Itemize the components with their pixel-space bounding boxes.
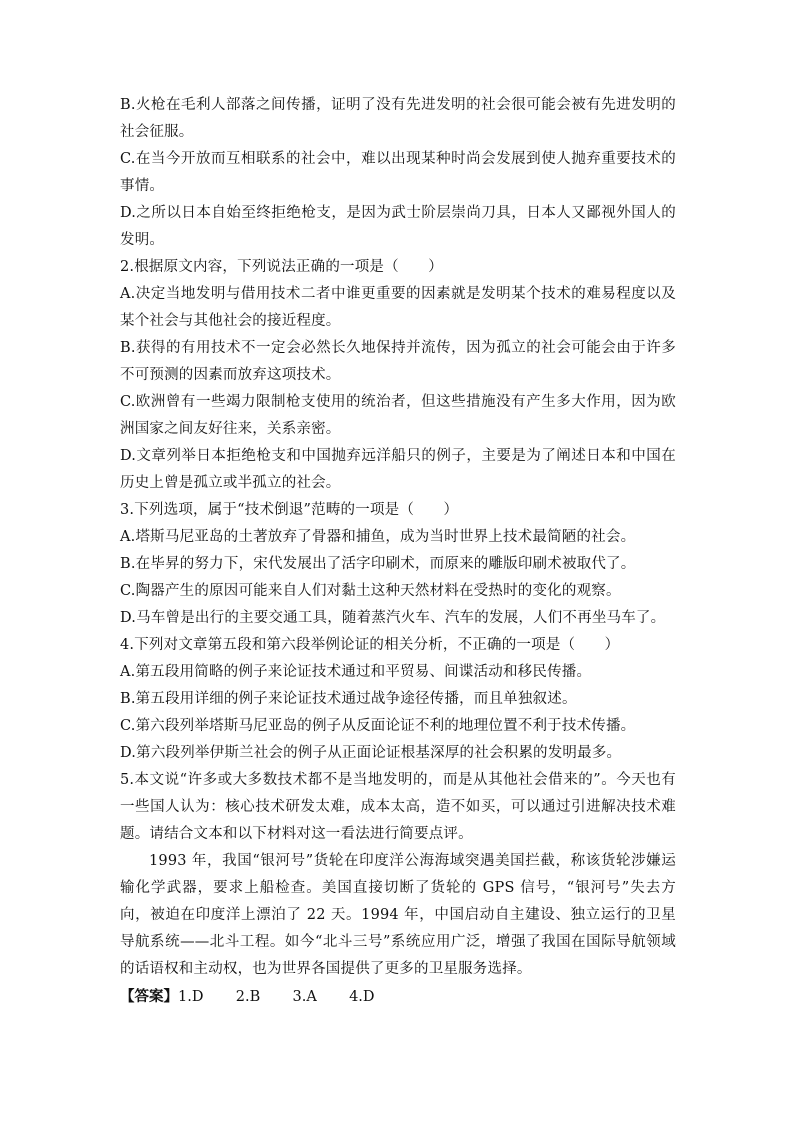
answer-label: 【答案】 (120, 988, 178, 1005)
answer-item-4: 4.D (349, 989, 375, 1005)
answer-item-1: 1.D (178, 989, 204, 1005)
option-3c: C.陶器产生的原因可能来自人们对黏土这种天然材料在受热时的变化的观察。 (120, 583, 621, 599)
question-4: 4.下列对文章第五段和第六段举例论证的相关分析，不正确的一项是（ ） (120, 637, 620, 653)
option-1d: D.之所以日本自始至终拒绝枪支，是因为武士阶层崇尚刀具，日本人又鄙视外国人的发明。 (120, 205, 676, 248)
answer-item-2: 2.B (235, 989, 261, 1005)
answer-line (120, 983, 676, 1011)
option-2a: A.决定当地发明与借用技术二者中谁更重要的因素就是发明某个技术的难易程度以及某个社会与其他社会的接近程度。 (120, 286, 676, 329)
option-3b: B.在毕昇的努力下，宋代发展出了活字印刷术，而原来的雕版印刷术被取代了。 (120, 556, 636, 572)
option-1c: C.在当今开放而互相联系的社会中，难以出现某种时尚会发展到使人抛弃重要技术的事情。 (120, 151, 676, 194)
question-2: 2.根据原文内容，下列说法正确的一项是（ ） (120, 259, 443, 275)
option-4d: D.第六段列举伊斯兰社会的例子从正面论证根基深厚的社会积累的发明最多。 (120, 745, 622, 761)
option-3a: A.塔斯马尼亚岛的土著放弃了骨器和捕鱼，成为当时世界上技术最简陋的社会。 (120, 529, 636, 545)
option-1b: B.火枪在毛利人部落之间传播，证明了没有先进发明的社会很可能会被有先进发明的社会征服。 (120, 97, 676, 140)
option-3d: D.马车曾是出行的主要交通工具，随着蒸汽火车、汽车的发展，人们不再坐马车了。 (120, 610, 666, 626)
question-5: 5.本文说“许多或大多数技术都不是当地发明的，而是从其他社会借来的”。今天也有一些国人认为：核心技术研发太难，成本太高，造不如买，可以通过引进解决技术难题。请结合文本和以下材料对这一看法进行简要点评。 (120, 772, 676, 842)
option-2d: D.文章列举日本拒绝枪支和中国抛弃远洋船只的例子，主要是为了阐述日本和中国在历史上曾是孤立或半孤立的社会。 (120, 448, 676, 491)
option-2c: C.欧洲曾有一些竭力限制枪支使用的统治者，但这些措施没有产生多大作用，因为欧洲国家之间友好往来，关系亲密。 (120, 394, 676, 437)
option-4c: C.第六段列举塔斯马尼亚岛的例子从反面论证不利的地理位置不利于技术传播。 (120, 718, 636, 734)
option-4b: B.第五段用详细的例子来论证技术通过战争途径传播，而且单独叙述。 (120, 691, 577, 707)
answer-item-3: 3.A (292, 989, 317, 1005)
document-page (120, 92, 676, 1011)
option-2b: B.获得的有用技术不一定会必然长久地保持并流传，因为孤立的社会可能会由于许多不可预测的因素而放弃这项技术。 (120, 340, 676, 383)
material-paragraph: 1993 年，我国“银河号”货轮在印度洋公海海域突遇美国拦截，称该货轮涉嫌运输化学武器，要求上船检查。美国直接切断了货轮的 GPS 信号，“银河号”失去方向，被迫在印度洋上漂泊了 22 天。1994 年，中国启动自主建设、独立运行的卫星导航系统——北斗工程。如今“北斗三号”系统应用广泛，增强了我国在国际导航领域的话语权和主动权，也为世界各国提供了更多的卫星服务选择。 (120, 853, 676, 977)
option-4a: A.第五段用简略的例子来论证技术通过和平贸易、间谍活动和移民传播。 (120, 664, 592, 680)
question-3: 3.下列选项，属于“技术倒退”范畴的一项是（ ） (120, 502, 459, 518)
